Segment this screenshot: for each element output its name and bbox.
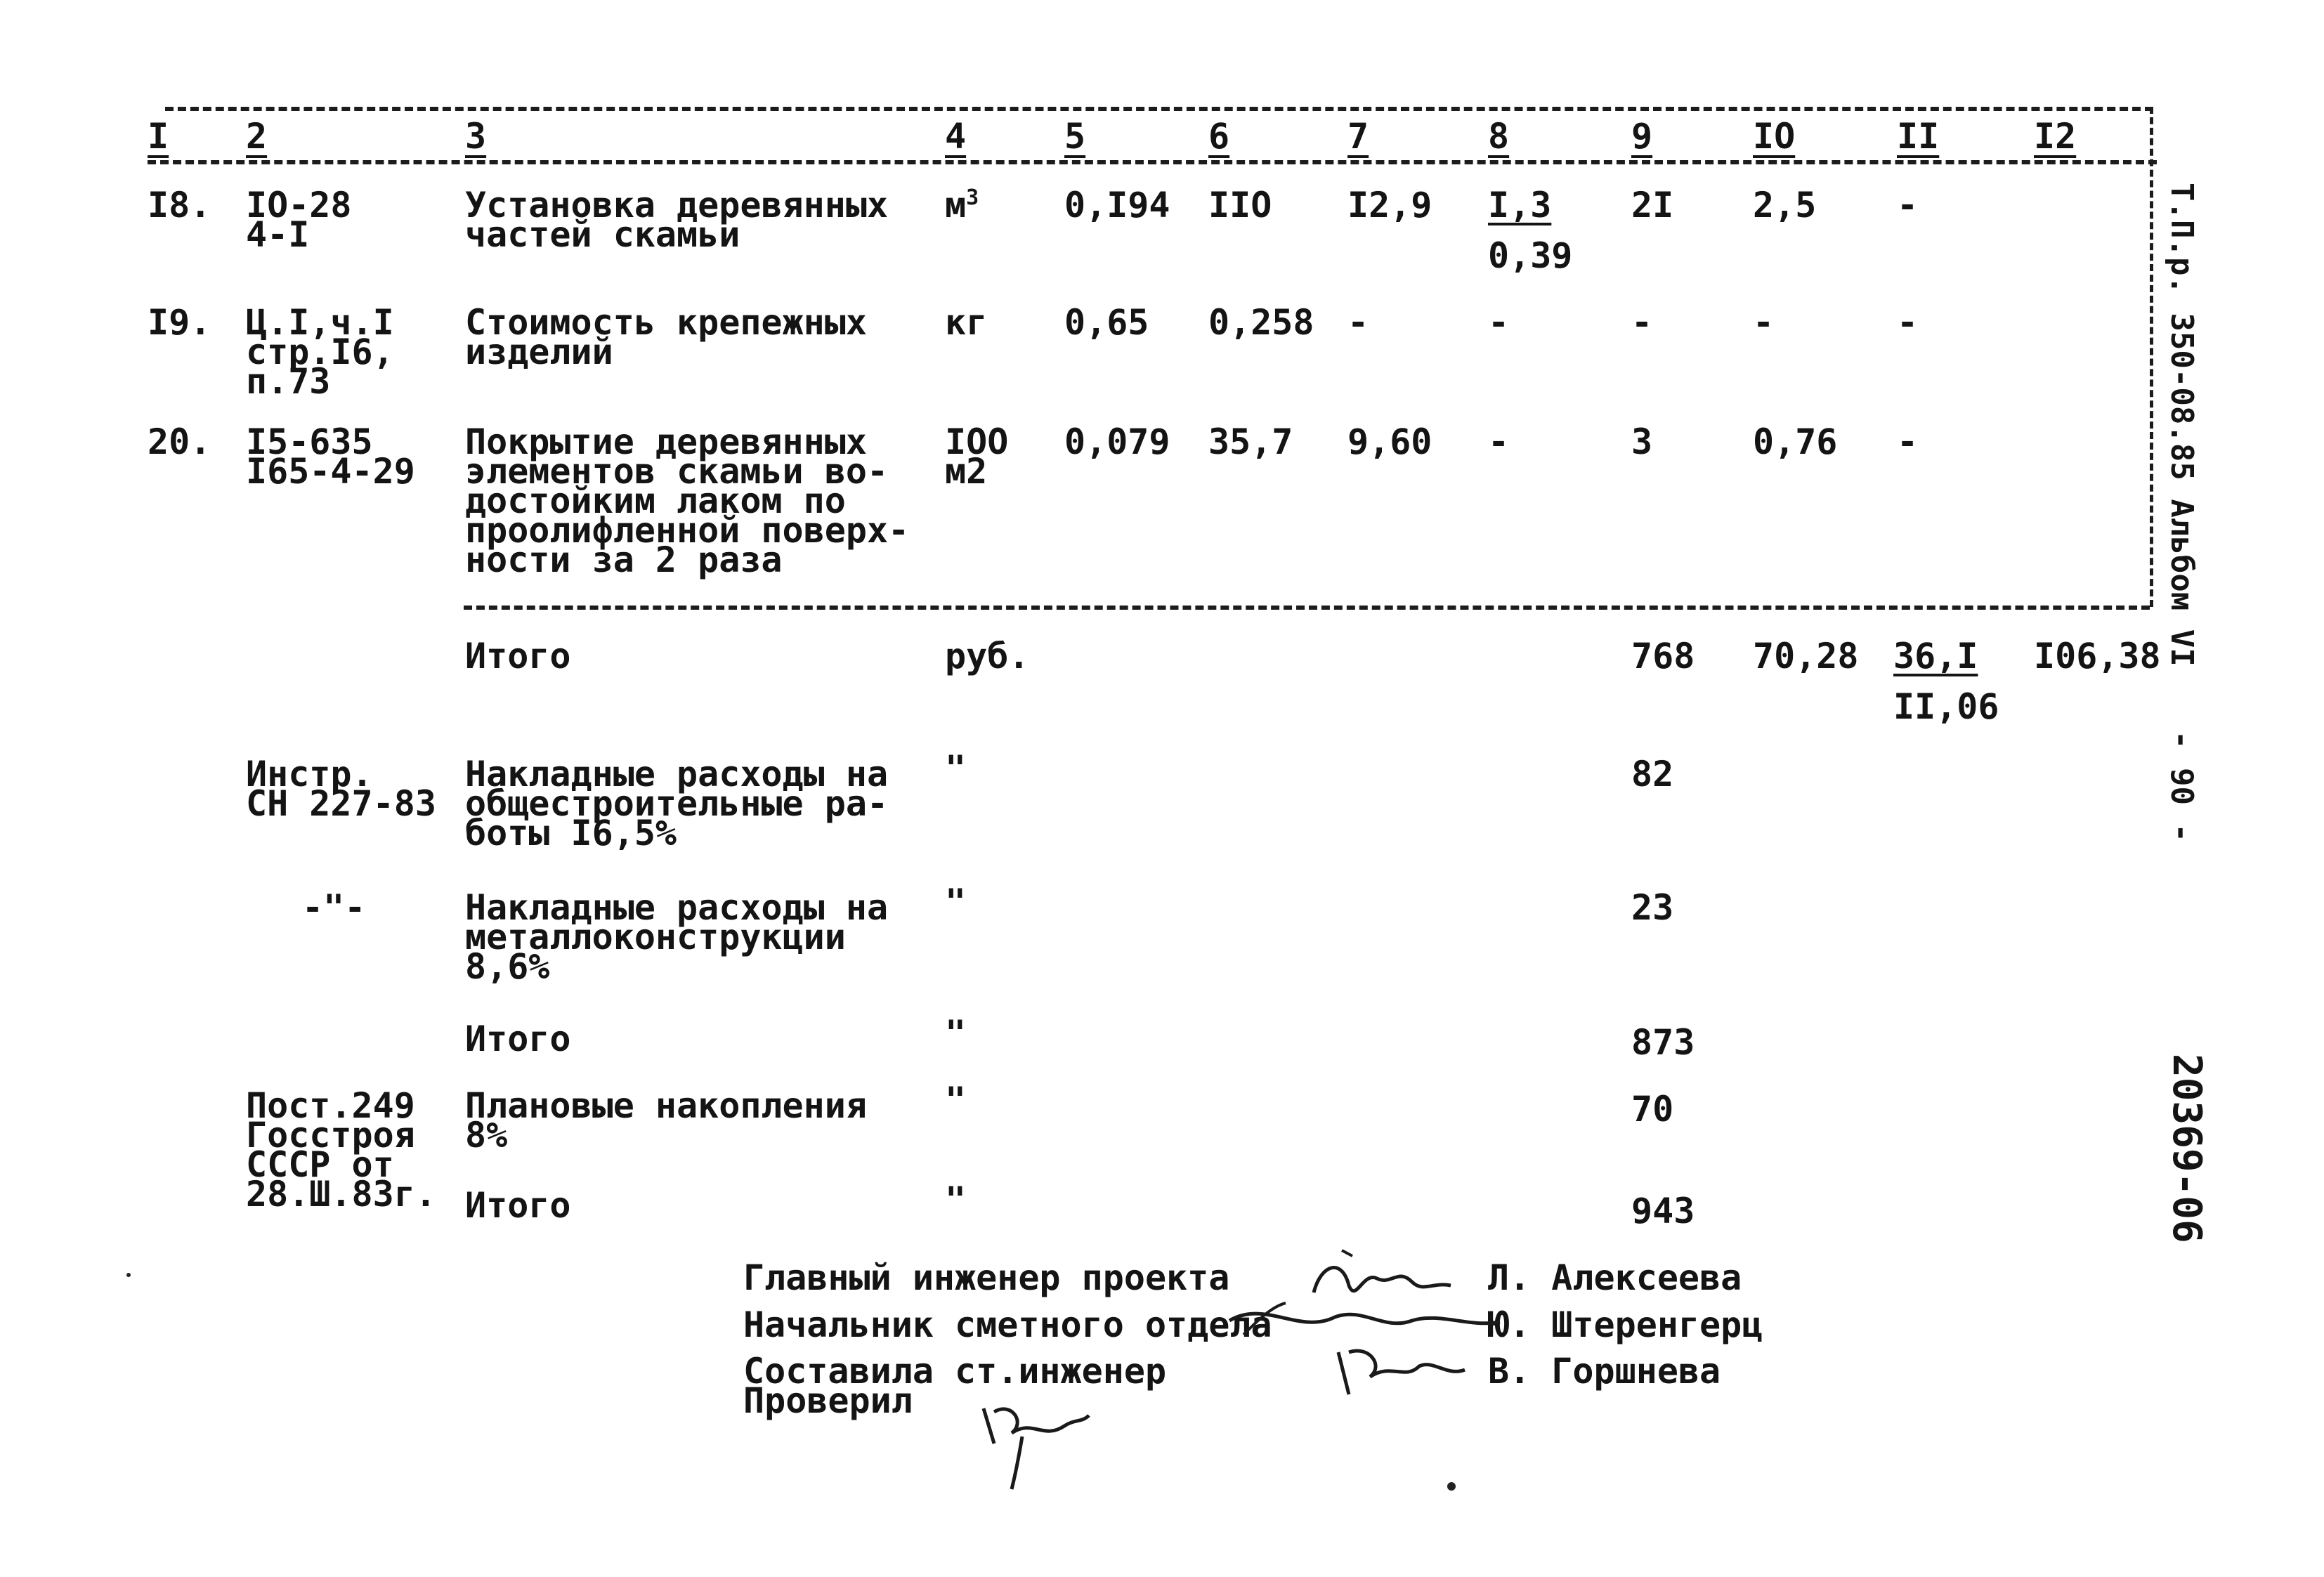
col-header-12: I2 — [2034, 116, 2077, 157]
scan-dot — [1447, 1482, 1456, 1491]
work-description: элементов скамьи во- — [465, 451, 889, 492]
total-col-10: 70,28 — [1753, 636, 1859, 676]
unit-price: 35,7 — [1208, 421, 1293, 462]
total-col-12: I06,38 — [2034, 636, 2161, 676]
subtotal-rule — [464, 606, 2150, 610]
col-9-value: - — [1631, 302, 1653, 343]
decree-reference: Пост.249 — [246, 1085, 415, 1126]
norm-code: IO-28 — [246, 185, 352, 225]
col-header-11: II — [1897, 116, 1940, 157]
norm-code: п.73 — [246, 361, 331, 402]
col-10-value: - — [1753, 302, 1775, 343]
handwritten-signature — [1328, 1338, 1468, 1401]
work-description: достойким лаком по — [465, 480, 846, 521]
overhead-description: Накладные расходы на — [465, 887, 889, 928]
total-label: Итого — [465, 1019, 571, 1059]
total-col-11-top: 36,I — [1893, 636, 1978, 676]
grand-total: 943 — [1631, 1191, 1695, 1231]
col-11-value: - — [1897, 185, 1919, 225]
handwritten-signature — [973, 1394, 1092, 1493]
overhead-description: боты I6,5% — [465, 813, 677, 853]
col-8-value: - — [1488, 421, 1510, 462]
col-10-value: 2,5 — [1753, 185, 1817, 225]
col-10-value: 0,76 — [1753, 421, 1838, 462]
unit: $м^3$ — [945, 185, 979, 225]
overhead-description: металлоконструкции — [465, 917, 846, 957]
unit: м2 — [945, 451, 988, 492]
col-header-2: 2 — [246, 116, 268, 157]
norm-code: стр.I6, — [246, 332, 394, 372]
scan-dot — [126, 1273, 131, 1277]
series-stamp: Т.П.р. 350-08.85 Альбом VI — [2164, 183, 2200, 667]
decree-reference: СССР от — [246, 1144, 394, 1185]
col-header-10: IO — [1753, 116, 1796, 157]
row-number: 20. — [148, 421, 211, 462]
col-header-6: 6 — [1208, 116, 1230, 157]
decree-reference: Госстроя — [246, 1115, 415, 1156]
col-header-1: I — [148, 116, 169, 157]
col-header-7: 7 — [1347, 116, 1369, 157]
signer-role: Составила ст.инженер — [743, 1351, 1167, 1392]
page-number: - 90 - — [2164, 731, 2200, 842]
total-label: Итого — [465, 636, 571, 676]
unit-price: 0,258 — [1208, 302, 1314, 343]
decree-reference: 28.Ш.83г. — [246, 1174, 436, 1215]
quantity: 0,079 — [1064, 421, 1170, 462]
ditto-mark: " — [945, 1013, 967, 1054]
accumulation-description: 8% — [465, 1115, 508, 1156]
row-number: I9. — [148, 302, 211, 343]
norm-code: Ц.I,ч.I — [246, 302, 394, 343]
col-8-value: - — [1488, 302, 1510, 343]
document-number: 20369-06 — [2164, 1054, 2209, 1243]
right-border — [2150, 107, 2153, 607]
col-8-value-top: I,3 — [1488, 185, 1552, 225]
col-7-value: 9,60 — [1347, 421, 1432, 462]
norm-code: I65-4-29 — [246, 451, 415, 492]
accumulation-amount: 70 — [1631, 1089, 1674, 1130]
work-description: Покрытие деревянных — [465, 421, 867, 462]
work-description: частей скамьи — [465, 214, 740, 255]
total-amount: 873 — [1631, 1022, 1695, 1063]
norm-code: 4-I — [246, 214, 310, 255]
work-description: изделий — [465, 332, 613, 372]
quantity: 0,I94 — [1064, 185, 1170, 225]
col-header-8: 8 — [1488, 116, 1510, 157]
col-11-value: - — [1897, 302, 1919, 343]
ditto-mark: " — [945, 1179, 967, 1220]
total-unit: руб. — [945, 636, 1030, 676]
signer-role: Начальник сметного отдела — [743, 1304, 1272, 1345]
unit: IOO — [945, 421, 1009, 462]
ditto-mark: " — [945, 882, 967, 922]
col-header-5: 5 — [1064, 116, 1086, 157]
total-col-11-bottom: II,06 — [1893, 686, 1999, 727]
work-description: ности за 2 раза — [465, 539, 783, 580]
overhead-amount: 82 — [1631, 754, 1674, 794]
col-8-value-bottom: 0,39 — [1488, 235, 1573, 276]
overhead-amount: 23 — [1631, 887, 1674, 928]
norm-code: Инстр. — [246, 754, 373, 794]
ditto-code: -"- — [302, 887, 366, 928]
accumulation-description: Плановые накопления — [465, 1085, 867, 1126]
total-col-9: 768 — [1631, 636, 1695, 676]
col-header-9: 9 — [1631, 116, 1653, 157]
overhead-description: Накладные расходы на — [465, 754, 889, 794]
col-9-value: 2I — [1631, 185, 1674, 225]
col-header-4: 4 — [945, 116, 967, 157]
work-description: Установка деревянных — [465, 185, 889, 225]
top-rule — [165, 107, 2153, 111]
unit: кг — [945, 302, 988, 343]
signer-name: Л. Алексеева — [1488, 1257, 1742, 1298]
signer-name: В. Горшнева — [1488, 1351, 1721, 1392]
header-rule — [148, 160, 2157, 164]
overhead-description: 8,6% — [465, 946, 550, 987]
signer-name: Ю. Штеренгерц — [1488, 1304, 1763, 1345]
norm-code: I5-635 — [246, 421, 373, 462]
col-7-value: - — [1347, 302, 1369, 343]
row-number: I8. — [148, 185, 211, 225]
col-header-3: 3 — [465, 116, 487, 157]
col-7-value: I2,9 — [1347, 185, 1432, 225]
col-11-value: - — [1897, 421, 1919, 462]
work-description: проолифленной поверх- — [465, 510, 910, 551]
work-description: Стоимость крепежных — [465, 302, 867, 343]
total-label: Итого — [465, 1185, 571, 1226]
signer-role: Главный инженер проекта — [743, 1257, 1230, 1298]
overhead-description: общестроительные ра- — [465, 783, 889, 824]
col-9-value: 3 — [1631, 421, 1653, 462]
quantity: 0,65 — [1064, 302, 1149, 343]
signer-role: Проверил — [743, 1380, 913, 1421]
unit-price: IIO — [1208, 185, 1272, 225]
unit-superscript: 3 — [966, 185, 979, 210]
norm-code: СН 227-83 — [246, 783, 436, 824]
ditto-mark: " — [945, 1080, 967, 1120]
ditto-mark: " — [945, 748, 967, 789]
